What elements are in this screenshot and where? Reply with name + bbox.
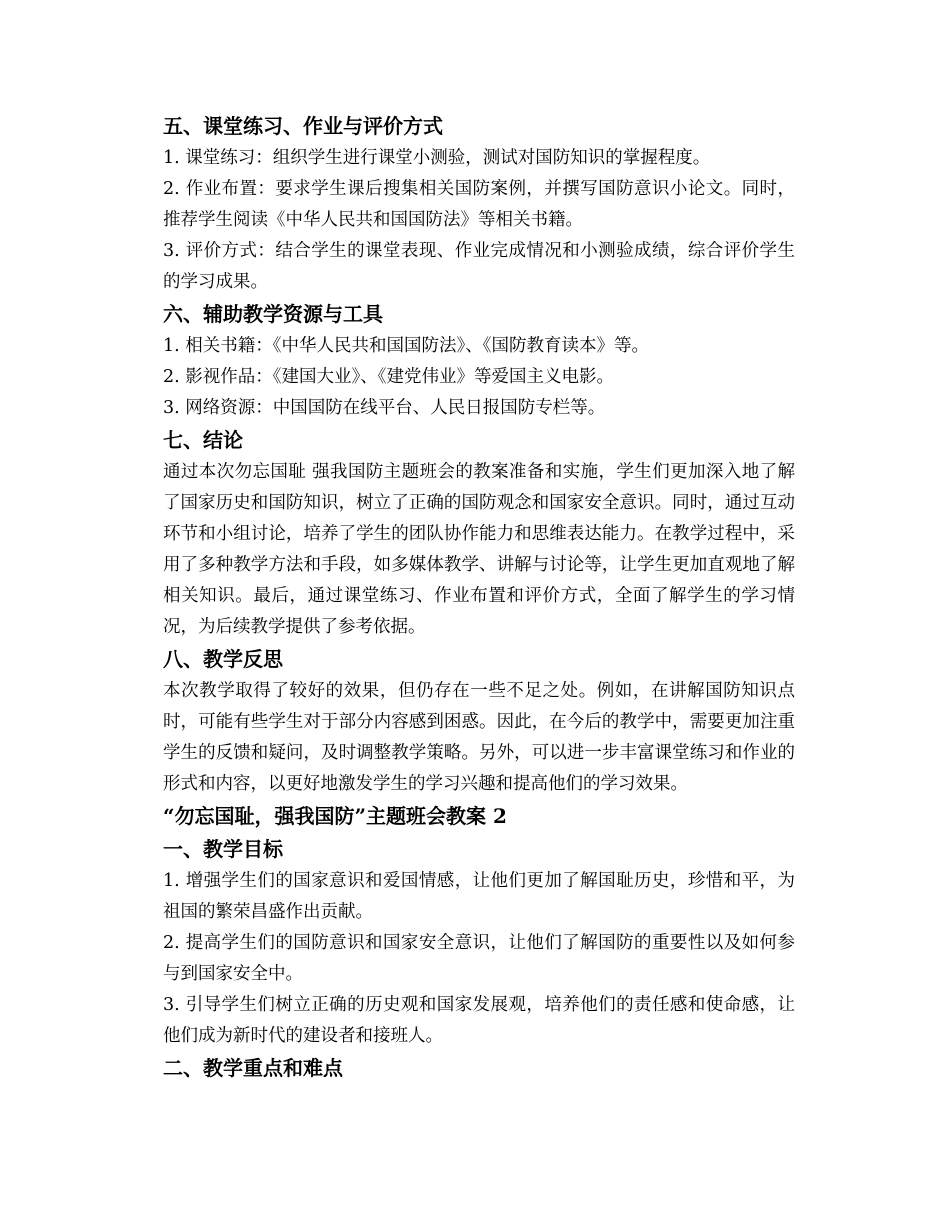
section8-heading: 八、教学反思 [163,647,283,671]
section5-heading: 五、课堂练习、作业与评价方式 [163,114,443,138]
section6-heading: 六、辅助教学资源与工具 [163,302,383,326]
plan2-section1-item-1: 1. 增强学生们的国家意识和爱国情感，让他们更加了解国耻历史，珍惜和平，为祖国的繁荣昌盛作出贡献。 [163,871,795,922]
section7-body: 通过本次勿忘国耻 强我国防主题班会的教案准备和实施，学生们更加深入地了解了国家历史和国防知识，树立了正确的国防观念和国家安全意识。同时，通过互动环节和小组讨论，培养了学生的团队协作能力和思维表达能力。在教学过程中，采用了多种教学方法和手段，如多媒体教学、讲解与讨论等，让学生更加直观地了解相关知识。最后，通过课堂练习、作业布置和评价方式，全面了解学生的学习情况，为后续教学提供了参考依据。 [163,462,795,637]
plan2-title: “勿忘国耻，强我国防”主题班会教案 2 [163,804,507,828]
section5-item-2: 2. 作业布置：要求学生课后搜集相关国防案例，并撰写国防意识小论文。同时，推荐学生阅读《中华人民共和国国防法》等相关书籍。 [163,179,795,230]
section5-item-1: 1. 课堂练习：组织学生进行课堂小测验，测试对国防知识的掌握程度。 [163,148,711,168]
section5-item-3: 3. 评价方式：结合学生的课堂表现、作业完成情况和小测验成绩，综合评价学生的学习成果。 [163,241,795,292]
plan2-section1-heading: 一、教学目标 [163,837,283,861]
section6-item-3: 3. 网络资源：中国国防在线平台、人民日报国防专栏等。 [163,398,606,418]
section7-heading: 七、结论 [163,428,243,452]
plan2-section1-item-3: 3. 引导学生们树立正确的历史观和国家发展观，培养他们的责任感和使命感，让他们成为新时代的建设者和接班人。 [163,995,795,1046]
plan2-section2-heading: 二、教学重点和难点 [163,1056,343,1080]
section6-item-2: 2. 影视作品：《建国大业》、《建党伟业》等爱国主义电影。 [163,367,615,387]
section8-body: 本次教学取得了较好的效果，但仍存在一些不足之处。例如，在讲解国防知识点时，可能有些学生对于部分内容感到困惑。因此，在今后的教学中，需要更加注重学生的反馈和疑问，及时调整教学策略。另外，可以进一步丰富课堂练习和作业的形式和内容，以更好地激发学生的学习兴趣和提高他们的学习效果。 [163,681,795,794]
plan2-section1-item-2: 2. 提高学生们的国防意识和国家安全意识，让他们了解国防的重要性以及如何参与到国家安全中。 [163,933,795,984]
section6-item-1: 1. 相关书籍：《中华人民共和国国防法》、《国防教育读本》等。 [163,336,650,356]
document-page [163,110,795,1085]
